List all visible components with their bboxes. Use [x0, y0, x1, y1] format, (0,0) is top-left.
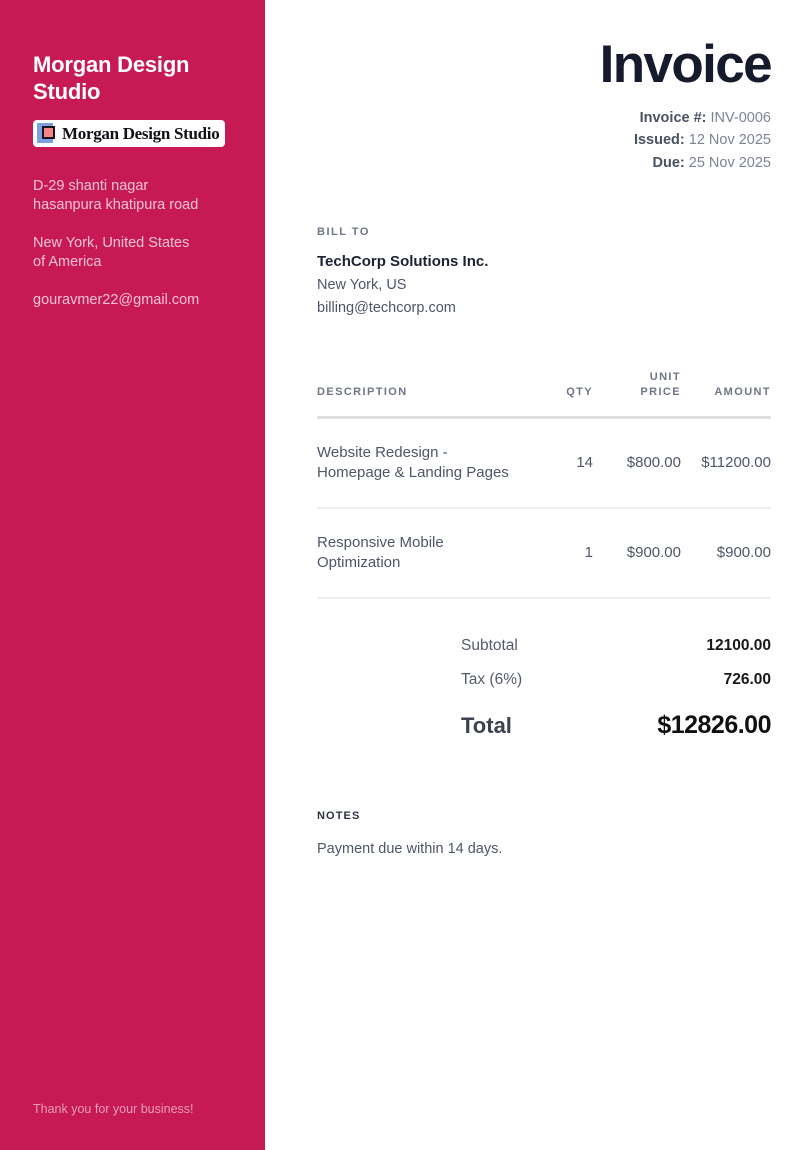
table-row [317, 508, 771, 598]
due-date-label: Due: [652, 154, 685, 171]
thank-you-note: Thank you for your business! [33, 1102, 194, 1116]
sidebar-email-block [33, 291, 232, 310]
totals-section [461, 629, 771, 748]
unit-price-line2: PRICE [640, 386, 681, 399]
sender-email[interactable]: gouravmer22@gmail.com [33, 292, 200, 309]
page-title: Invoice [599, 35, 771, 94]
invoice-header [317, 0, 771, 174]
brand-logo-badge [33, 120, 225, 147]
subtotal-row [461, 629, 771, 663]
issued-date-value: 12 Nov 2025 [688, 132, 771, 149]
column-header-description: DESCRIPTION [317, 370, 525, 417]
grand-total-row [461, 697, 771, 748]
due-date-value: 25 Nov 2025 [688, 154, 771, 171]
invoice-number-label: Invoice #: [639, 110, 707, 126]
item-amount: $900.00 [681, 508, 771, 598]
client-address: New York, US [317, 276, 407, 293]
total-label: Total [461, 712, 512, 738]
item-amount: $11200.00 [681, 417, 771, 507]
column-header-qty: QTY [525, 370, 593, 417]
brand-name: Morgan Design Studio [33, 52, 190, 104]
subtotal-label: Subtotal [461, 636, 518, 654]
table-header-row [317, 370, 771, 417]
tax-value: 726.00 [723, 670, 771, 688]
item-unit-price: $800.00 [593, 417, 681, 507]
sidebar-street-address [33, 177, 232, 215]
tax-label: Tax (6%) [461, 670, 523, 688]
logo-wordmark: Morgan Design Studio [62, 123, 220, 143]
item-unit-price: $900.00 [593, 508, 681, 598]
invoice-number-row [317, 107, 771, 129]
item-qty: 14 [525, 417, 593, 507]
location-line: of America [33, 254, 102, 271]
invoice-number-value: INV-0006 [710, 110, 771, 126]
due-date-row [317, 152, 771, 174]
table-row [317, 417, 771, 507]
total-value: $12826.00 [657, 710, 771, 739]
bill-to-label: BILL TO [317, 226, 370, 239]
location-line: New York, United States [33, 234, 190, 251]
column-header-amount: AMOUNT [681, 370, 771, 417]
notes-section [317, 810, 771, 861]
notes-body: Payment due within 14 days. [317, 840, 503, 857]
invoice-body [265, 0, 812, 1150]
client-name: TechCorp Solutions Inc. [317, 253, 489, 271]
logo-squares-icon [37, 123, 57, 143]
issued-date-label: Issued: [633, 132, 685, 149]
item-description: Responsive Mobile Optimization [317, 508, 525, 598]
address-line: hasanpura khatipura road [33, 196, 199, 213]
sidebar-locality [33, 234, 232, 272]
notes-label: NOTES [317, 809, 361, 822]
unit-price-line1: UNIT [649, 371, 681, 384]
item-description: Website Redesign - Homepage & Landing Pages [317, 417, 525, 507]
item-qty: 1 [525, 508, 593, 598]
address-line: D-29 shanti nagar [33, 177, 149, 194]
tax-row [461, 663, 771, 697]
line-items-header [317, 370, 771, 417]
line-items-body [317, 417, 771, 597]
client-email[interactable]: billing@techcorp.com [317, 300, 456, 317]
sidebar [0, 0, 265, 1150]
bill-to-section [317, 226, 771, 320]
subtotal-value: 12100.00 [706, 636, 771, 654]
column-header-unit-price [593, 370, 681, 417]
line-items-table [317, 370, 771, 598]
issued-date-row [317, 129, 771, 151]
